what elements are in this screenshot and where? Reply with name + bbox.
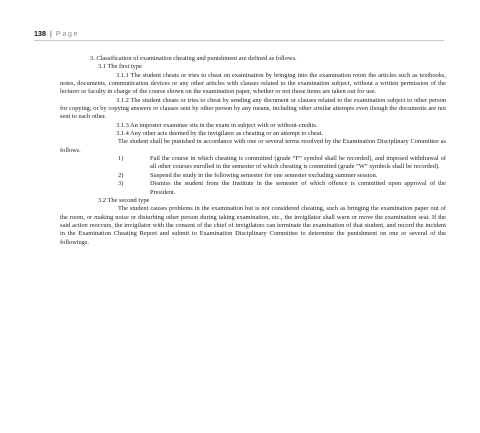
list-item [60,172,446,180]
paragraph-3-2: The student causes problems in the examination but is not considered cheating, such as bringing the examination paper out of the room, or making noise or disturbing other person during taking examination, etc., the invigilator shall warn or move the examination seat. If the said action reoccurs, the invigilator with the consent of the chief of invigilators can terminate the examination of that student, and record the incident in the Examination Cheating Report and submit to Examination Disciplinary Committee to determine the punishment on one or several of the followings. [60,205,446,246]
page-word: Page [55,29,80,38]
punishment-list [60,155,446,197]
header-rule [34,40,444,41]
subsection-heading-first-type: 3.1 The first type [98,63,142,71]
list-item-text: Fail the course in which cheating is committed (grade “F” symbol shall be recorded), and imposed withdrawal of all other courses enrolled in the semester of which cheating is committed (grade “W” symbols shall be recorded). [150,155,446,171]
page-number: 138 [34,29,46,38]
page-header [34,29,79,38]
paragraph-3-1-2: 3.1.2 The student cheats or tries to cheat by sending any document or clauses related to the examination subject to other person for copying; or by copying answers or clauses sent by other person by any means, including other similar attempts even though the documents are not sent to each other. [60,96,446,121]
paragraph-3-1-4: 3.1.4 Any other acts deemed by the invigilator as cheating or an attempt to cheat. [116,130,324,138]
header-separator: | [50,29,52,38]
punishment-intro: The student shall be punished in accordance with one or several terms resolved by the Examination Disciplinary Committee as follows. [60,138,446,154]
list-item-number: 2) [118,171,124,179]
section-title: 3. Classification of examination cheating and punishment are defined as follows. [90,55,297,62]
list-item-number: 1) [118,155,124,163]
subsection-heading-second-type: 3.2 The second type [98,196,150,204]
list-item-text: Suspend the study in the following semester for one semester excluding summer session. [150,171,378,179]
paragraph-3-1-3: 3.1.3 An imposter examinee sits in the exam in subject with or without-credits. [116,121,318,129]
paragraph-3-1-1: 3.1.1 The student cheats or tries to cheat on examination by bringing into the examination room the articles such as textbooks, notes, documents, communication devices or any other articles with clauses related to the examination subject, without a written permission of the lecturer or faculty in charge of the course shown on the examination paper, whether or not those items are taken out for use. [60,71,446,96]
list-item [60,155,446,172]
list-item [60,180,446,197]
list-item-number: 3) [118,180,124,188]
list-item-text: Dismiss the student from the Institute in the semester of which offence is committed upon approval of the President. [150,180,446,196]
document-body [60,55,446,247]
